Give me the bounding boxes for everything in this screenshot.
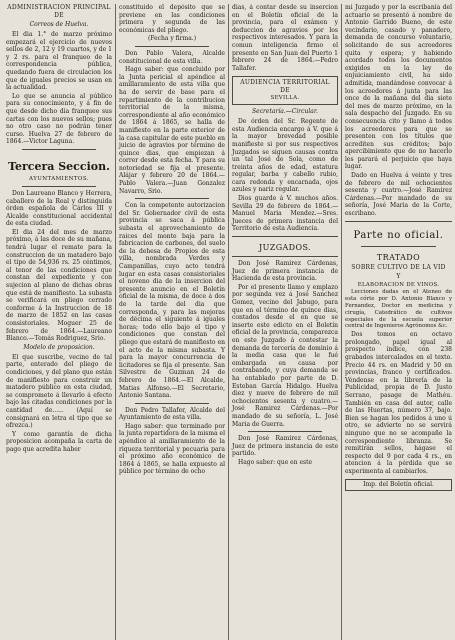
divider bbox=[135, 403, 209, 404]
section-title: Tercera Seccion. bbox=[8, 159, 110, 173]
paragraph: Y como garantía de dicha proposicion acompaña la carta de pago que acredita haber bbox=[6, 430, 112, 453]
paragraph: Don Laureano Blanco y Herrera, caballero de la Real y distinguida órden española de Cárlos III y Alcalde constitucional accidental de esta ciudad. bbox=[6, 189, 112, 228]
paragraph: Don Pablo Valera, Alcalde constitucional de esta villa. bbox=[119, 49, 225, 65]
paragraph: Hago saber: que en este bbox=[238, 458, 313, 466]
signature-note: (Fecha y firma.) bbox=[147, 35, 197, 43]
paragraph: Con la competente autorizacion del Sr. Gobernador civil de esta provincia se saca á pública subasta el aprovechamiento de raices del monte baja para la fabricacion de carbones, del suelo de la dehesa de Propios de esta villa, nombrada Verdes y Campanillas, cuyo acto tendrá lugar en esta casas consistoriales el noveno dia de la insercion del presente anuncio en el Boletín oficial de la misma, de doce á dos de la tarde del dia que corresponda, y para las mejoras de décima el siguiente á iguales horas; todo ello bajo el tipo y condiciones que constan del pliego que estará de manifiesto en el acto de la misma subasta. Y para la mayor concurrencia de licitadores se fija el presente. San Silvestre de Guzman 24 de febrero de 1864.—El Alcalde, Matias Alfonso.—El Secretario, Antonio Santana. bbox=[119, 202, 225, 400]
divider bbox=[232, 256, 338, 257]
tratado-subtitle-2: ELABORACION DE VINOS. bbox=[357, 281, 440, 288]
column-1 bbox=[3, 4, 116, 640]
paragraph: Don José Ramirez Cárdenas, Juez de primera instancia de este partido. bbox=[232, 435, 338, 458]
paragraph: Dios guarde á V. muchos años. Sevilla 29 de febrero de 1864.—Manuel Maria Mendez.—Sres. Jueces de primera instancia del Territorio de esta Audiencia. bbox=[232, 195, 338, 233]
paragraph: De órden del Sr. Regente de esta Audiencia encargo á V. que á la mayor brevedad posible manifieste si por sus respectivos Juzgados se siguen causas contra un tal José de Sola, como de treinta años de edad, estatura regular, barba y cabello rubio, cara redonda y encarnada, ojos azules y nariz regular. bbox=[232, 118, 338, 194]
column-3 bbox=[229, 4, 342, 640]
printer-imprint: Imp. del Boletín oficial. bbox=[345, 479, 452, 491]
paragraph: Don José Ramirez Cárdenas, Juez de primera instancia de Hacienda de esta provincia. bbox=[232, 260, 338, 283]
divider bbox=[232, 236, 338, 237]
paragraph: El dia 24 del mes de marzo próximo, á las doce de su mañana, tendrá lugar el remate para la construccion de un matadero bajo el tipo de 54,936 rs. 25 céntimos, al tenor de las condiciones que constan del expediente y con sujecion al plano de dichas obras que está de manifiesto. La subasta se verificará en pliego cerrado conforme á la Instruccion de 18 de marzo de 1852 en las casas consistoriales. Moguer 25 de febrero de 1864.—Laureano Blanco.—Tomás Rodriguez, Srio. bbox=[6, 228, 112, 343]
parte-title: Parte no oficial. bbox=[353, 229, 444, 241]
divider bbox=[345, 221, 452, 222]
subheading-correos: Correos de Huelva. bbox=[29, 21, 89, 28]
paragraph: Dado en Huelva á veinte y tres de febrero de mil ochocientos sesenta y cuatro.—José Ramirez Cárdenas.—Por mandado de su señoría, José Maria de la Corte, escribano. bbox=[345, 172, 452, 218]
paragraph: Hago saber: que terminado por la junta repartidora de la misma el apéndice al amillaramiento de la riqueza territorial y pecuaria para el próximo año económico de 1864 á 1865, se halla expuesto al público por término de ocho bbox=[119, 422, 225, 476]
divider bbox=[135, 46, 209, 47]
juzgados-title: JUZGADOS. bbox=[259, 243, 311, 253]
tratado-subtitle: SOBRE CULTIVO DE LA VID bbox=[351, 263, 446, 271]
model-title: Modelo de proposicion. bbox=[23, 343, 95, 351]
paragraph: mi Juzgado y por la escribanía del actuario se presentó á nombre de Antonio Garrido Bueno, de este vecindario, casado y panadero, demanda de concurso voluntario, solicitando de sus acreedores quita y espera; y habiendo acordado todos los documentos exigidos en la ley de enjuiciamiento civil, ha sido admitida, mandándose convocar á los acreedores á junta para las once de la mañana del dia siete del mes de marzo próximo, en la sala despacho del Juzgado. En su consecuencia cito y llamo á todos los acreedores para que se presenten con los títulos que acrediten sus créditos; bajo apercibimiento que de no hacerlo les parará el perjuicio que haya lugar. bbox=[345, 4, 452, 171]
paragraph: El dia 1.° de marzo próximo empezará el ejercicio de nuevos sellos de 2, 12 y 19 cuartos, y de 1 y 2 rs. para el franqueo de la correspondencia pública, quedando fuera de circulacion los que de iguales precios se usan en la actualidad. bbox=[6, 31, 112, 92]
divider bbox=[22, 186, 96, 187]
audiencia-box bbox=[232, 76, 338, 105]
secretaria-line: Secretaría.—Circular. bbox=[252, 108, 318, 116]
box-title: AUDIENCIA TERRITORIAL DE bbox=[240, 79, 330, 95]
columns bbox=[3, 4, 452, 640]
divider bbox=[248, 431, 322, 432]
paragraph: Lo que se anuncia al público para su conocimiento, y á fin de que desde dicho dia franquee sus cartas con los nuevos sellos; pues no otro caso no podrán tener curso. Huelva 27 de febrero de 1864.—Victor Laguna. bbox=[6, 92, 112, 146]
column-2 bbox=[116, 4, 229, 640]
box-subtitle: SEVILLA. bbox=[270, 95, 300, 102]
column-4 bbox=[342, 4, 455, 640]
paragraph: Hago saber: que concluido por la Junta pericial el apéndice al amillaramiento de esta villa que ha de servir de base para el repartimiento de la contribucion territorial de la misma, correspondiente al año económico de 1864 á 1865, se halla de manifiesto en la parte exterior de la casa capitular de este pueblo en juicio de agravios por término de quince dias, que empiezan á correr desde esta fecha. Y para su notoriedad se fija el presente. Alájar y febrero 20 de 1864.—Pablo Valera.—Juan Gonzalez Navarro, Srio. bbox=[119, 66, 225, 195]
tratado-conjunction: Y bbox=[396, 272, 401, 280]
paragraph: constituido el depósito que se previene en las condiciones primera y segunda de las económicas del pliego. bbox=[119, 4, 225, 34]
paragraph: Dos tomos en octavo prolongado, papel igual al prospecto índice, con 238 grabados intercalados en el texto. Precio 44 rs. en Madrid y 50 en provincias, franco y certificados. Véndense en la librería de la Publicidad, propia de D. Justo Serrano, pasage de Mathéu. También en casa del autor, calle de las Huertas, número 37, bajo. Bien se hagan los pedidos á uno ú otro, se advierte no se servirá ninguno que no se acompañe la correspondiente libranza. Se remitirán sellos, hágase el respecto del 9 por cada 4 rs., en atencion á la pérdida que se experimenta al cambiarlos. bbox=[345, 331, 452, 475]
divider bbox=[22, 149, 96, 150]
paragraph: dias, á contar desde su insercion en el Boletín oficial de la provincia, para el exámen y deduccion de agravios por los respectivos interesados. Y para la comun inteligencia firmo el presente en San Juan del Puerto 1 febrero 24 de 1864.—Pedro Tallafer. bbox=[232, 4, 338, 72]
section-subtitle: AYUNTAMIENTOS. bbox=[29, 175, 89, 182]
paragraph: Don Pedro Tallafer, Alcalde del Ayuntamiento de esta villa. bbox=[119, 406, 225, 422]
heading-administracion: ADMINISTRACION PRINCIPAL DE bbox=[7, 4, 111, 19]
divider bbox=[135, 198, 209, 199]
paragraph: El que suscribe, vecino de tal parte, enterado del pliego de condiciones, y del plano que están de manifiesto para construir un matadero público en esta ciudad, se compromete á llevarlo á efecto bajo las citadas condiciones por la cantidad de...... (Aquí se consignará en letra el tipo que se ofrezca.) bbox=[6, 353, 112, 430]
tratado-title: TRATADO bbox=[376, 252, 421, 262]
paragraph: Por el presente llamo y emplazo por segunda vez á José Sanchez Gomez, vecino del Jabugo, para que en el término de quince dias, contados desde el en que se inserte este edicto en el Boletín oficial de la provincia, comparezca en este Juzgado á contestar la demanda de tercería de dominio á la media casa que le fué embargada en causa por contrabando, y cuya demanda se ha entablado por parte de D. Esteban García Hidalgo. Huelva diez y nueve de febrero de mil ochocientos sesenta y cuatro.—José Ramirez Cárdenas.—Por mandado de su señoría, L. José Maria de Guerra. bbox=[232, 283, 338, 428]
paragraph: Lecciones dadas en el Ateneo de esta córte por D. Antonio Blanco y Fernandez, Doctor en medicina y cirugía, Catedrático de cultivos especiales de la escuela superior central de Ingenieros Agrónomos &c. bbox=[345, 289, 452, 330]
divider bbox=[361, 246, 436, 247]
